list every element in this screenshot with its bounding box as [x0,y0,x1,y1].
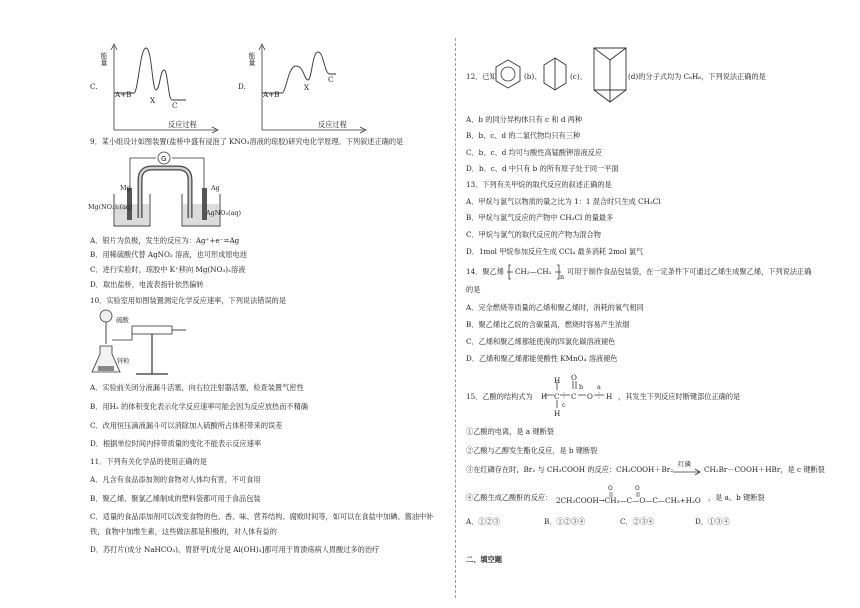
q14-option-b: B．聚乙烯比乙烷的含碳量高，燃烧时容易产生浓烟 [466,320,630,329]
acetic-acid-structure [536,366,626,418]
energy-graph-d [248,38,372,133]
anhydride-equation: 2CH₃COOH→CH₃—C—O—C—CH₃+H₂O [556,496,701,505]
dewar-benzene-structure-c [542,56,568,92]
graph-d-c: C [328,75,334,84]
option-c-label: C. [90,82,98,91]
section-title: 二、填空题 [466,555,502,564]
q9-option-b: B．用稀硫酸代替 AgNO₃ 溶液，也可形成原电池 [90,250,247,259]
q14-option-a: A．完全燃烧等质量的乙烯和聚乙烯时，消耗的氧气相同 [466,303,644,312]
graph-c-xlabel: 反应过程 [168,120,197,129]
column-divider [455,38,456,598]
bond-label-a: a [597,383,601,391]
red-phosphorus-label: 红磷 [678,460,691,468]
acid-h-bottom: H [554,409,561,418]
q12-prefix: 12．已知 [466,72,497,81]
acid-c1: C [554,392,560,401]
q12-c-label: (c)、 [570,72,587,81]
q15-item-4-cont: ，是 a、b 键断裂 [708,493,765,502]
q11-option-c-cont: 铁，食物中加维生素，这些做法都是积极的，对人体有益的 [90,527,277,536]
q14-option-c: C．乙烯和聚乙烯都能使溴的四氯化碳溶液褪色 [466,337,616,346]
galvanometer-g: G [161,155,167,163]
bond-label-c: c [562,401,566,409]
graph-c-x: X [150,96,156,105]
q12-option-d: D．b、c、d 中只有 b 的所有原子处于同一平面 [466,164,619,173]
q11-option-d: D．苏打片(成分 NaHCO₃)，胃舒平[成分是 Al(OH)₃]都可用于胃溃疡病人胃酸过多的治疗 [90,545,380,554]
q14-suffix: 可用于制作食品包装袋，在一定条件下可通过乙烯生成聚乙烯，下列说法正确 [567,267,812,276]
acid-o-double: O [571,373,577,382]
q10-option-b: B．用H₂ 的体积变化表示化学反应速率可能会因为反应放热而不精确 [90,402,308,411]
acid-h-left: H [541,392,548,401]
q12-b-label: (b)、 [524,72,542,81]
q11-option-c: C．适量的食品添加剂可以改变食物的色、香、味、营养结构、腐败时间等，如可以在食盐中加碘、酱油中补 [90,512,434,521]
q15-prefix: 15．乙酸的结构式为 [466,392,533,401]
solution-left-label: Mg(NO₃)₂(aq) [88,203,133,211]
q12-option-c: C．b、c、d 均可与酸性高锰酸钾溶液反应 [466,148,603,157]
q12-option-b: B．b、c、d 的二氯代物均只有三种 [466,131,581,140]
q14-formula: CH₂—CH₂ [515,267,552,276]
bond-label-b: b [579,383,584,391]
graph-c-c: C [172,101,178,110]
q15-item-1: ①乙酸的电离，是 a 键断裂 [466,427,554,436]
q14-n: n [560,273,565,281]
acid-label: 硫酸 [116,316,129,324]
q11-option-b: B．聚乙烯、聚氯乙烯制成的塑料袋都可用于食品包装 [90,494,261,503]
svg-text:O: O [608,485,613,492]
electrode-mg-label: Mg [120,184,131,192]
q15-option-b: B．①②③④ [544,517,586,526]
q12-d-label: (d)的分子式均为 C₆H₆，下列说法正确的是 [628,72,766,81]
q9-option-a: A．银片为负极，发生的反应为：Ag⁺+e⁻=Ag [90,236,240,245]
zinc-label: 锌粒 [117,357,130,365]
q13-option-a: A．甲烷与氯气以物质的量之比为 1：1 混合时只生成 CH₃Cl [466,197,661,206]
q15-suffix: ，其发生下列反应时断键部位正确的是 [618,392,741,401]
q15-item-4: ④乙酸生成乙酸酐的反应： [466,493,553,502]
acid-h-top: H [554,376,561,385]
acid-o-single: O [587,392,593,401]
energy-graph-c [100,38,224,133]
q9-option-d: D．取出盐桥，电流表指针依然偏转 [90,280,204,289]
q10-stem: 10．实验室用如图装置测定化学反应速率，下列说法错误的是 [90,296,287,305]
q13-option-d: D．1mol 甲烷参加反应生成 CCl₄ 最多消耗 2mol 氯气 [466,247,644,256]
benzene-structure-b [494,58,522,90]
prismane-structure-d [590,44,630,106]
q9-option-c: C．进行实验时，琼胶中 K⁺移向 Mg(NO₃)₂溶液 [90,265,246,274]
q14-prefix: 14．聚乙烯 [466,267,504,276]
q13-stem: 13．下列有关甲烷的取代反应的叙述正确的是 [466,180,612,189]
electrode-ag-label: Ag [211,184,220,192]
graph-d-x: X [304,83,310,92]
q15-option-d: D．①③④ [695,517,730,526]
q14-option-d: D．乙烯和聚乙烯都能使酸性 KMnO₄ 溶液褪色 [466,354,618,363]
q14-line2: 的是 [466,285,481,294]
reaction-rate-apparatus [92,308,192,378]
acid-h-right: H [606,392,613,401]
graph-c-ab: A+B [115,90,132,99]
acid-c2: C [571,392,577,401]
q10-option-d: D．根据单位时间内锌带质量的变化不能表示反应速率 [90,439,262,448]
q11-option-a: A．凡含有食品添加剂的食物对人体均有害，不可食用 [90,475,261,484]
graph-d-ylabel: 能量 [248,52,256,66]
q15-item-3-cont: CH₂Br－COOH＋HBr，是 c 键断裂 [704,465,825,474]
q11-stem: 11．下列有关化学品的使用正确的是 [90,457,207,466]
svg-text:O: O [635,485,640,492]
q13-option-c: C．甲烷与氯气的取代反应的产物为混合物 [466,230,601,239]
graph-d-xlabel: 反应过程 [318,120,347,129]
graph-d-ab: A+B [263,90,280,99]
q12-option-a: A．b 的同分异构体只有 c 和 d 两种 [466,115,583,124]
q10-option-c: C．改用恒压滴液漏斗可以消除加入硫酸所占体积带来的误差 [90,421,283,430]
q10-option-a: A．实验前关闭分液漏斗活塞，向右拉注射器活塞，检查装置气密性 [90,383,304,392]
option-d-label: D. [238,82,246,91]
q15-item-3: ③在红磷存在时，Br₂ 与 CH₃COOH 的反应：CH₃COOH＋Br₂ [466,465,674,474]
solution-right-label: AgNO₃(aq) [206,209,241,217]
q9-stem: 9．某小组设计如图装置(盐桥中盛有浸泡了 KNO₃溶液的琼胶)研究电化学原理。下列叙述正确的是 [90,137,404,146]
q13-option-b: B．甲烷与氯气反应的产物中 CH₃Cl 的量最多 [466,213,614,222]
graph-c-ylabel: 能量 [100,52,108,66]
q15-option-a: A．①②③ [466,517,500,526]
q15-option-c: C．②③④ [620,517,655,526]
q15-item-2: ②乙酸与乙醇发生酯化反应，是 b 键断裂 [466,446,598,455]
